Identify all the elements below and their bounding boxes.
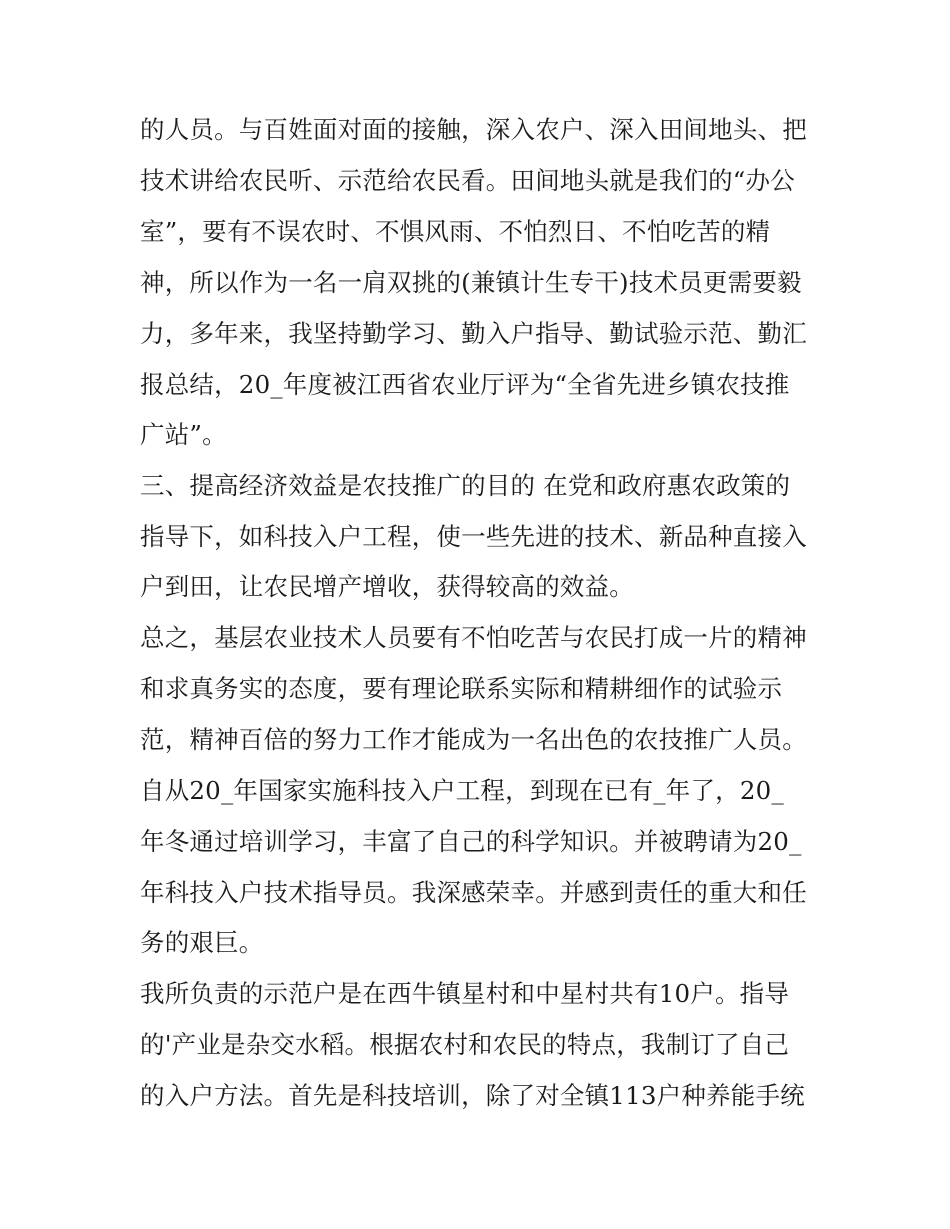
text-line: 我所负责的示范户是在西牛镇星村和中星村共有10户。指导 bbox=[140, 979, 790, 1008]
text-line: 广站”。 bbox=[140, 420, 227, 449]
text-line: 总之，基层农业技术人员要有不怕吃苦与农民打成一片的精神 bbox=[140, 623, 807, 652]
text-line: 自从20_年国家实施科技入户工程，到现在已有_年了，20_ bbox=[140, 776, 784, 805]
text-line: 的人员。与百姓面对面的接触，深入农户、深入田间地头、把 bbox=[140, 115, 807, 144]
text-line: 和求真务实的态度，要有理论联系实际和精耕细作的试验示 bbox=[140, 674, 783, 703]
text-line: 技术讲给农民听、示范给农民看。田间地头就是我们的“办公 bbox=[140, 166, 795, 195]
text-line: 力，多年来，我坚持勤学习、勤入户指导、勤试验示范、勤汇 bbox=[140, 319, 807, 348]
text-line: 神，所以作为一名一肩双挑的(兼镇计生专干)技术员更需要毅 bbox=[140, 268, 802, 297]
text-line: 年冬通过培训学习，丰富了自己的科学知识。并被聘请为20_ bbox=[140, 827, 802, 856]
text-line: 范，精神百倍的努力工作才能成为一名出色的农技推广人员。 bbox=[140, 725, 807, 754]
text-line: 室”，要有不误农时、不惧风雨、不怕烈日、不怕吃苦的精 bbox=[140, 217, 771, 246]
text-line: 务的艰巨。 bbox=[140, 928, 264, 957]
text-line: 户到田，让农民增产增收，获得较高的效益。 bbox=[140, 572, 634, 601]
document-body bbox=[140, 104, 820, 1121]
text-line: 报总结，20_年度被江西省农业厅评为“全省先进乡镇农技推 bbox=[140, 370, 790, 399]
text-line: 的'产业是杂交水稻。根据农村和农民的特点，我制订了自己 bbox=[140, 1030, 790, 1059]
text-line: 的入户方法。首先是科技培训，除了对全镇113户种养能手统 bbox=[140, 1081, 805, 1110]
text-line: 年科技入户技术指导员。我深感荣幸。并感到责任的重大和任 bbox=[140, 878, 807, 907]
text-line: 指导下，如科技入户工程，使一些先进的技术、新品种直接入 bbox=[140, 522, 807, 551]
section-heading-line: 三、提高经济效益是农技推广的目的 在党和政府惠农政策的 bbox=[140, 471, 791, 500]
